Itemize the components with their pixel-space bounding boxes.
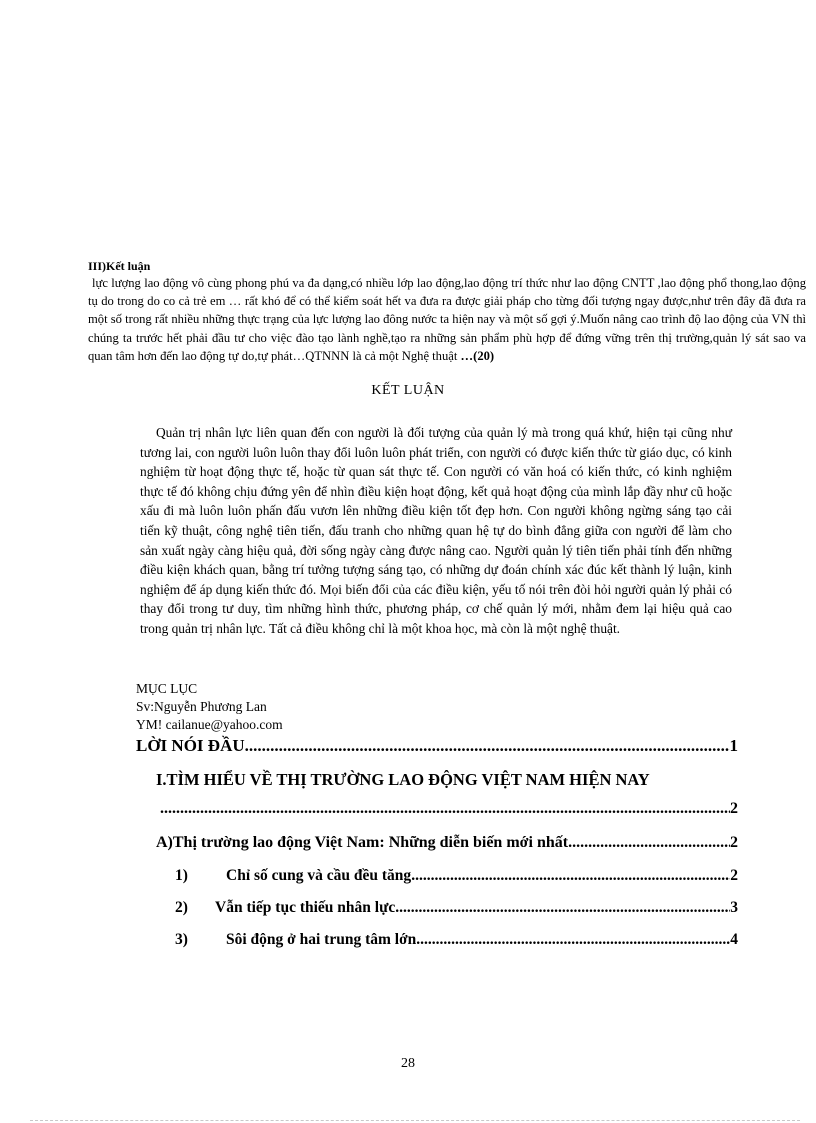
toc-leader-dots [411, 867, 730, 885]
toc-entry-label: Vẫn tiếp tục thiếu nhân lực [215, 899, 396, 916]
author-name: Sv:Nguyễn Phương Lan [136, 699, 267, 714]
toc-entry-page: 1 [729, 736, 738, 755]
toc-leader-dots [416, 931, 730, 949]
toc-entry-item-3[interactable] [156, 931, 738, 949]
toc-entry-label: LỜI NÓI ĐẦU [136, 736, 245, 755]
toc-entry-page: 2 [730, 800, 738, 817]
toc-entry-section-a[interactable] [156, 834, 738, 852]
toc-entry-intro[interactable] [136, 736, 738, 756]
toc-entry-label: Sôi động ở hai trung tâm lớn [226, 931, 417, 948]
toc-entry-page: 2 [730, 867, 738, 884]
reference-marker: …(20) [460, 348, 495, 363]
section-heading: III)Kết luận [88, 259, 151, 273]
toc-leader-dots [395, 899, 730, 917]
toc-leader-dots [160, 800, 730, 818]
toc-entry-label: A)Thị trường lao động Việt Nam: Những diễn biến mới nhất [156, 834, 569, 851]
author-contact: YM! cailanue@yahoo.com [136, 717, 283, 732]
conclusion-title: KẾT LUẬN [371, 383, 445, 398]
toc-entry-item-2[interactable] [156, 899, 738, 917]
toc-item-number: 2) [175, 899, 188, 916]
toc-leader-dots [568, 834, 730, 852]
toc-label: MỤC LỤC [136, 681, 198, 696]
page-bottom-rule [30, 1120, 800, 1121]
toc-entry-section-1[interactable] [156, 770, 756, 790]
toc-entry-item-1[interactable] [156, 867, 738, 885]
conclusion-body: Quản trị nhân lực liên quan đến con người là đối tượng của quản lý mà trong quá khứ, hiện tại cũng như tương lai, con người luôn luôn thay đổi luôn luôn phát triển, con người có được kiến thức từ giáo dục, có kinh nghiệm từ hoạt động thực tế, hoặc từ quan sát thực tế. Con người có văn hoá có kiến thức, có kinh nghiệm thực tế đó không chịu đứng yên để nhìn điều kiện hoạt động, kết quả hoạt động của mình lắp đầy như cũ hoặc xấu đi mà luôn luôn phấn đấu vươn lên những điều kiện tốt đẹp hơn. Con người không ngừng sáng tạo cải tiến kỹ thuật, công nghệ tiên tiến, đấu tranh cho những quan hệ tự do bình đẳng giữa con người để làm cho sản xuất ngày càng hiệu quả, đời sống ngày càng được nâng cao. Người quản lý tiên tiến phải tính đến những điều kiện khách quan, bằng trí tưởng tượng sáng tạo, có những dự đoán chính xác đúc kết thành lý luận, kinh nghiệm để áp dụng kiến thức đó. Mọi biến đổi của các điều kiện, yếu tố nói trên đòi hỏi người quản lý phải có thay đổi trong tư duy, tìm những hình thức, phương pháp, cơ chế quản lý mới, nhằm đem lại hiệu quả cao trong quản trị nhân lực. Tất cả điều không chỉ là một khoa học, mà còn là một nghệ thuật. [140, 425, 732, 636]
toc-entry-page: 2 [730, 834, 738, 851]
section-paragraph [88, 274, 806, 365]
toc-leader-dots [245, 736, 730, 756]
toc-entry-label: Chỉ số cung và cầu đều tăng [226, 867, 412, 884]
toc-entry-page: 3 [730, 899, 738, 916]
toc-item-number: 3) [175, 931, 188, 948]
toc-item-number: 1) [175, 867, 188, 884]
toc-entry-label: I.TÌM HIỂU VỀ THỊ TRƯỜNG LAO ĐỘNG VIỆT NAM HIỆN NAY [156, 770, 650, 789]
toc-entry-section-1-leader[interactable] [160, 800, 738, 818]
section-paragraph-text: lực lượng lao động vô cùng phong phú va đa dạng,có nhiều lớp lao động,lao động trí thức như lao động CNTT ,lao động phổ thong,lao động tụ do trong do co cả trẻ em … rất khó để có thể kiểm soát hết va đưa ra được giải pháp cho từng đối tượng ngay được,như trên đây đã đưa ra một số trong rất nhiều những thực trạng của lực lượng lao đông nước ta hiện nay và một số gợi ý.Muốn nâng cao trình độ lao động của VN thì chúng ta trước hết phải đầu tư cho việc đào tạo lành nghề,tạo ra những sản phẩm phù hợp để đứng vững trên thị trường,quản lý sát sao va quan tâm hơn đến lao động tự do,tự phát…QTNNN là cả một Nghệ thuật [88, 276, 806, 363]
toc-entry-page: 4 [730, 931, 738, 948]
page-number: 28 [401, 1056, 415, 1071]
